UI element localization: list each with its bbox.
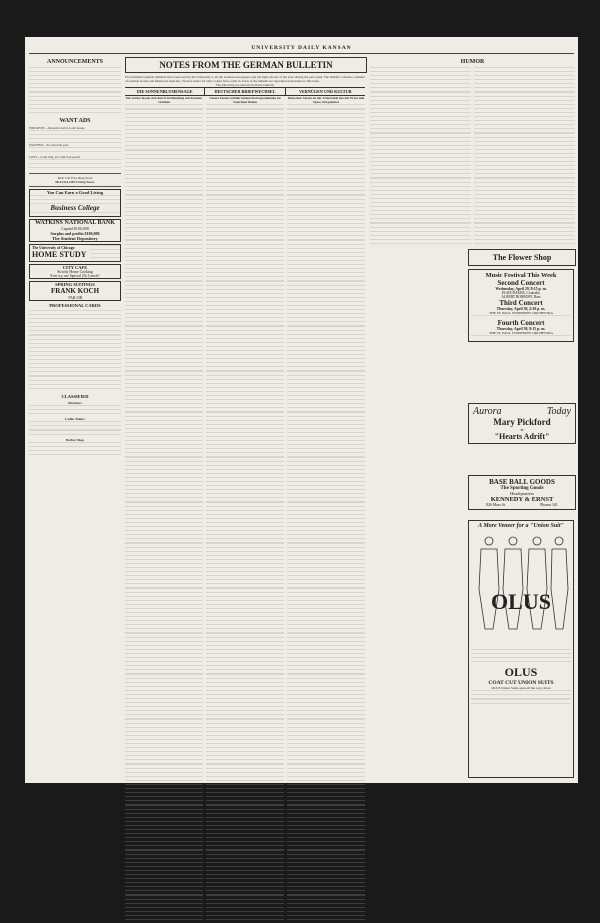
humor-title: HUMOR [460, 59, 485, 65]
watkins-capital: Capital $100,000 [61, 225, 89, 231]
veneer-headline: A More Veneer for a "Union Suit" [478, 523, 564, 529]
in-label: in [520, 427, 524, 432]
sub-vernuegen: Deutscher Verein an der Universität hat mit Ernst und Spass viel geleistet [287, 96, 365, 105]
address: 826 Mass St. [486, 503, 506, 507]
column-sonnenblumen [125, 96, 203, 923]
phone: Phones 341 [540, 503, 558, 507]
sub-briefwechsel: Unsere besten Schüler keinen Korrespondenten im Vaterland finden [209, 96, 281, 105]
bulletin-intro: We furnished German bulletins have been sent by the University to all the German newspapers and the high schools of the state during the past week. The bulletin contains a number of German stories and humorous sketches. Several orders for extra copies have come in. Parts of the bulletin are reproduced elsewhere in this issue. [125, 75, 365, 84]
business-college-ad [29, 189, 121, 216]
frank-koch-ad [29, 281, 121, 301]
chicago-label: The University of Chicago [32, 246, 75, 251]
city-cafe-title: CITY CAFE [62, 265, 88, 270]
column-briefwechsel [206, 96, 284, 923]
aurora-title: Aurora [473, 406, 502, 417]
mary-pickford: Mary Pickford [493, 417, 551, 427]
city-cafe-cooking: Strictly Home Cooking [57, 270, 93, 274]
watkins-depository: The Student Depository [52, 235, 98, 241]
orchestra-a: THE ST. PAUL SYMPHONY ORCHESTRA [488, 311, 553, 315]
professional-cards-list [29, 310, 121, 392]
wantads-title: WANT ADS [59, 118, 91, 125]
fourth-concert: Fourth Concert [497, 319, 545, 328]
second-concert: Second Concert [497, 279, 545, 287]
tailor: TAILOR [67, 295, 83, 300]
drug-store-ad: Msk: UR Your Drug Store [57, 176, 93, 181]
column-vernuegen [287, 96, 365, 923]
city-cafe-ad [29, 264, 121, 279]
albert-borroff: ALBERT BORROFF, Bass [501, 295, 541, 299]
header-sonnenblumen: DIE SONNENBLUMENSAGE [125, 88, 205, 95]
city-cafe-lunch: Ever try our Special 25c Lunch? [50, 274, 100, 278]
right-column [370, 57, 575, 247]
home-study-label: HOME STUDY [32, 250, 87, 260]
olus-subtitle: COAT CUT UNION SUITS [488, 680, 554, 687]
professional-cards-title: PROFESSIONAL CARDS [49, 303, 101, 308]
hearts-adrift: "Hearts Adrift" [494, 432, 550, 441]
watkins-title: WATKINS NATIONAL BANK [35, 219, 115, 226]
aurora-ad [468, 403, 576, 444]
section-headers [125, 87, 365, 96]
spring-suitings: SPRING SUITINGS [55, 282, 95, 287]
third-concert: Third Concert [499, 299, 543, 307]
kennedy-ernst: KENNEDY & ERNST [490, 496, 554, 503]
music-festival-title: Music Festival This Week [485, 272, 557, 279]
barbers-label: Barber Shop [66, 437, 84, 442]
masthead: UNIVERSITY DAILY KANSAN [251, 45, 352, 51]
flower-shop-ad: The Flower Shop [468, 249, 576, 266]
olus-tagline: OLUS Union Suits open all the way down [491, 686, 551, 691]
german-bulletin-banner: NOTES FROM THE GERMAN BULLETIN [125, 57, 367, 73]
earn-living: You Can Earn a Good Living [46, 190, 104, 196]
baseball-ad [468, 475, 576, 510]
left-column [29, 57, 121, 458]
second-date: Wednesday, April 29, 8:15 p. m. [495, 287, 547, 291]
bulletin-columns [125, 96, 365, 923]
newspaper-page [25, 37, 578, 783]
frank-koch: FRANK KOCH [50, 287, 100, 295]
header-vernuegen: VERNÜGEN UND KULTUR [298, 89, 352, 95]
plumbers-label: Plumbers [68, 400, 82, 405]
mccollom-ad: McCOLLOM'S Drug Store. [55, 180, 95, 185]
sporting-goods: The Sporting Goods [500, 486, 544, 491]
orchestra-b: THE ST. PAUL SYMPHONY ORCHESTRA [488, 331, 553, 336]
elsie-baker: ELSIE BAKER, Contralto [501, 291, 541, 295]
header-briefwechsel: DEUTSCHER BRIEFWECHSEL [205, 88, 285, 95]
sub-sonnenblumen: Die Götter lassen sich durch Verkündung mit Kunnen verleben [126, 96, 202, 105]
fourth-date: Thursday, April 30, 8:15 p. m. [496, 327, 546, 332]
announcements-title: ANNOUNCEMENTS [46, 59, 103, 65]
announcements-body [29, 67, 121, 116]
humor-col-a [370, 67, 471, 247]
headquarters: Headquarters [510, 491, 534, 496]
today-label: Today [546, 406, 571, 417]
wantad-lost: LOST—Gold ring, set with four pearls [29, 154, 81, 159]
third-date: Thursday, April 30, 2:30 p. m. [496, 307, 546, 311]
olus-ad [468, 520, 574, 778]
humor-col-b [474, 67, 575, 247]
wantad-for-rent: FOR RENT—Modern twelve room house [29, 126, 85, 131]
baseball-title: BASE BALL GOODS [489, 478, 555, 486]
watkins-bank-ad [29, 219, 121, 242]
ladies-tailors-label: Ladies Tailors [65, 417, 85, 422]
union-suit-figures [471, 529, 571, 649]
music-festival-ad [468, 269, 574, 342]
bulletin-intro-line2: The following are extracts from the bulletin: [215, 83, 275, 88]
watkins-surplus: Surplus and profits $100,000 [50, 230, 100, 236]
masthead-rule [29, 53, 574, 54]
classified-title: CLASSIFIED [61, 393, 89, 399]
olus-title: OLUS [504, 665, 538, 680]
home-study-ad [29, 244, 121, 262]
olus-large-letters: OLUS [491, 589, 551, 614]
wantad-wanted: WANTED—To rent next year [29, 142, 69, 147]
center-column [125, 75, 365, 923]
business-college-title: Business College [50, 203, 100, 212]
